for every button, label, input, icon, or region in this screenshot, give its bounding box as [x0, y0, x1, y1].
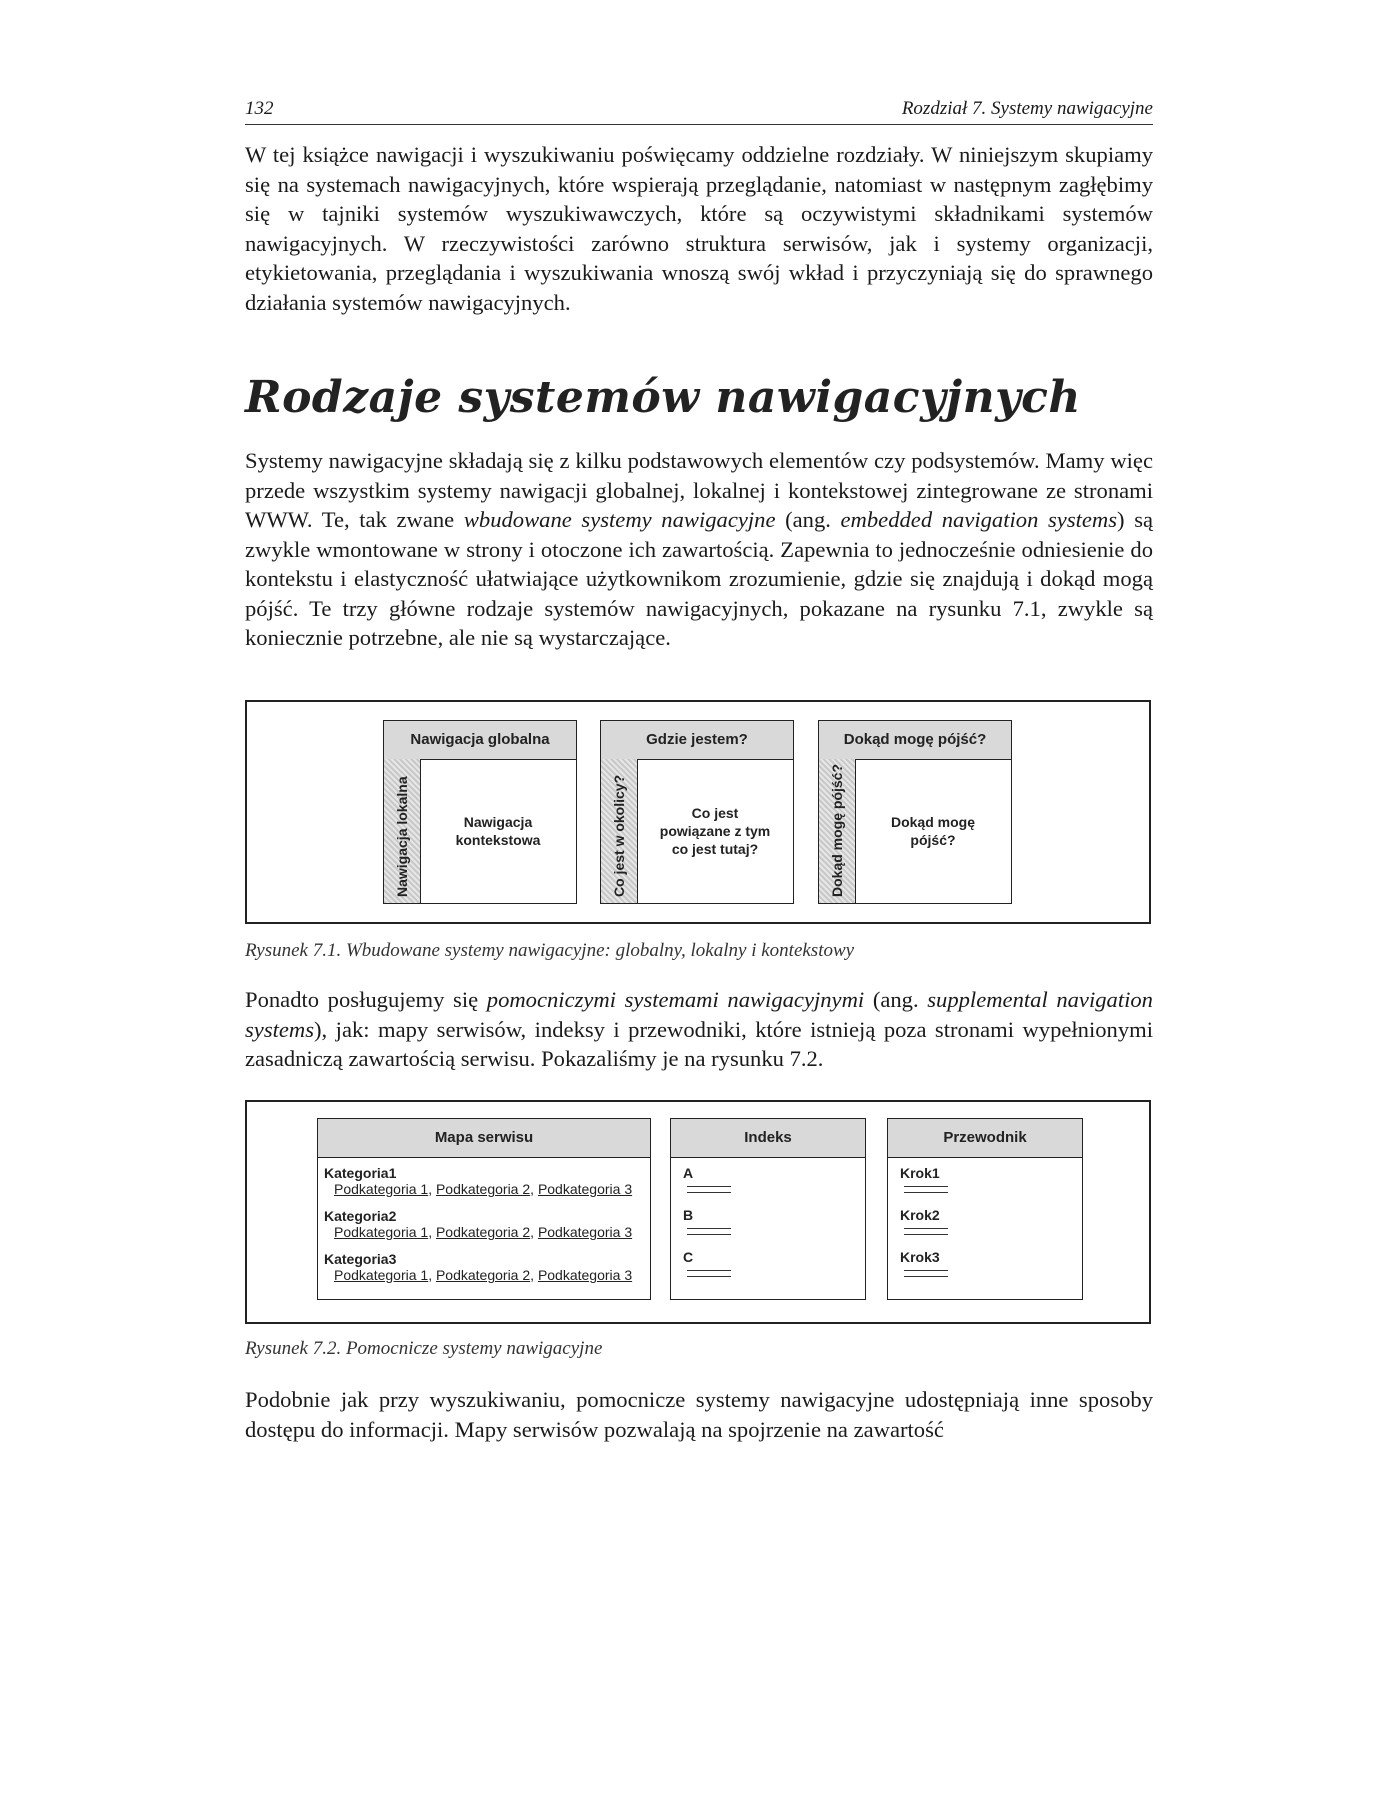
- panel-header: Indeks: [671, 1119, 865, 1158]
- index-list: [683, 1165, 855, 1291]
- intro-paragraph: W tej książce nawigacji i wyszukiwaniu poświęcamy oddzielne rozdziały. W niniejszym skupiamy się na systemach nawigacyjnych, które wspierają przeglądanie, natomiast w następnym zagłębimy się w tajniki systemów wyszukiwawczych, które są oczywistymi składnikami systemów nawigacyjnych. W rzeczywistości zarówno struktura serwisów, jak i systemy organizacji, etykietowania, przeglądania i wyszukiwania wnoszą swój wkład i przyczyniają się do sprawnego działania systemów nawigacyjnych.: [245, 142, 1153, 315]
- index-letter: B: [683, 1207, 694, 1223]
- guide-step: [900, 1207, 1072, 1235]
- figure-7-2: [245, 1100, 1151, 1324]
- subcategory-links: Podkategoria 1, Podkategoria 2, Podkategoria 3: [334, 1267, 633, 1283]
- placeholder-line: [687, 1234, 731, 1235]
- figure-7-2-caption: Rysunek 7.2. Pomocnicze systemy nawigacyjne: [245, 1338, 603, 1359]
- subcategory-links: Podkategoria 1, Podkategoria 2, Podkategoria 3: [334, 1224, 633, 1240]
- index-entry: [683, 1165, 855, 1193]
- placeholder-line: [904, 1228, 948, 1229]
- panel-index: [670, 1118, 866, 1300]
- guide-step: [900, 1249, 1072, 1277]
- guide-step-label: Krok2: [900, 1207, 940, 1223]
- subcategory-link[interactable]: Podkategoria 2: [435, 1267, 531, 1283]
- placeholder-line: [904, 1276, 948, 1277]
- guide-step-label: Krok3: [900, 1249, 940, 1265]
- subcategory-link[interactable]: Podkategoria 1: [334, 1224, 429, 1240]
- index-letter: A: [683, 1165, 694, 1181]
- panel-side-label: Dokąd mogę pójść?: [829, 763, 845, 897]
- sitemap-category: [324, 1251, 644, 1284]
- panel-header: Mapa serwisu: [318, 1119, 650, 1158]
- placeholder-line: [904, 1234, 948, 1235]
- placeholder-line: [904, 1192, 948, 1193]
- panel-side-label: Co jest w okolicy?: [611, 774, 627, 897]
- panel-sitemap: [317, 1118, 651, 1300]
- panel-side-bar: [601, 759, 638, 903]
- subcategory-links: Podkategoria 1, Podkategoria 2, Podkategoria 3: [334, 1181, 633, 1197]
- page-number: 132: [245, 98, 274, 119]
- panel-header: Gdzie jestem?: [601, 721, 793, 760]
- placeholder-line: [687, 1186, 731, 1187]
- panel-side-bar: [819, 759, 856, 903]
- index-letter: C: [683, 1249, 694, 1265]
- panel-body-text: Dokąd mogę pójść?: [890, 814, 975, 848]
- subcategory-link[interactable]: Podkategoria 3: [537, 1224, 633, 1240]
- subcategory-link[interactable]: Podkategoria 3: [537, 1181, 633, 1197]
- index-entry: [683, 1207, 855, 1235]
- placeholder-line: [687, 1276, 731, 1277]
- sitemap-category: [324, 1165, 644, 1198]
- sitemap-category: [324, 1208, 644, 1241]
- panel-body-text: Co jest powiązane z tym co jest tutaj?: [659, 805, 771, 857]
- placeholder-line: [687, 1270, 731, 1271]
- subcategory-link[interactable]: Podkategoria 1: [334, 1181, 429, 1197]
- placeholder-line: [904, 1186, 948, 1187]
- subcategory-link[interactable]: Podkategoria 2: [435, 1224, 531, 1240]
- placeholder-line: [904, 1270, 948, 1271]
- placeholder-line: [687, 1192, 731, 1193]
- guide-step-label: Krok1: [900, 1165, 940, 1181]
- panel-side-bar: [384, 759, 421, 903]
- subcategory-link[interactable]: Podkategoria 3: [537, 1267, 633, 1283]
- panel-header: Nawigacja globalna: [384, 721, 576, 760]
- category-name: Kategoria1: [324, 1165, 397, 1181]
- sitemap-list: [324, 1165, 644, 1294]
- guide-list: [900, 1165, 1072, 1291]
- panel-where-can-i-go: [818, 720, 1012, 904]
- placeholder-line: [687, 1228, 731, 1229]
- section-heading: Rodzaje systemów nawigacyjnych: [245, 372, 1081, 423]
- panel-where-am-i: [600, 720, 794, 904]
- panel-side-label: Nawigacja lokalna: [394, 776, 410, 897]
- subcategory-link[interactable]: Podkategoria 2: [435, 1181, 531, 1197]
- figure-7-1: [245, 700, 1151, 924]
- category-name: Kategoria3: [324, 1251, 397, 1267]
- chapter-title: Rozdział 7. Systemy nawigacyjne: [901, 98, 1153, 119]
- figure-7-1-caption: Rysunek 7.1. Wbudowane systemy nawigacyjne: globalny, lokalny i kontekstowy: [245, 940, 855, 961]
- embedded-nav-paragraph: Systemy nawigacyjne składają się z kilku podstawowych elementów czy podsystemów. Mamy więc przede wszystkim systemy nawigacji globalnej, lokalnej i kontekstowej zintegrowane ze stronami WWW. Te, tak zwane wbudowane systemy nawigacyjne (ang. embedded navigation systems) są zwykle wmontowane w strony i otoczone ich zawartością. Zapewnia to jednocześnie odniesienie do kontekstu i elastyczność ułatwiające użytkownikom zrozumienie, gdzie się znajdują i dokąd mogą pójść. Te trzy główne rodzaje systemów nawigacyjnych, pokazane na rysunku 7.1, zwykle są koniecznie potrzebne, ale nie są wystarczające.: [245, 448, 1154, 650]
- panel-header: Przewodnik: [888, 1119, 1082, 1158]
- category-name: Kategoria2: [324, 1208, 397, 1224]
- panel-header: Dokąd mogę pójść?: [819, 721, 1011, 760]
- subcategory-link[interactable]: Podkategoria 1: [334, 1267, 429, 1283]
- panel-guide: [887, 1118, 1083, 1300]
- panel-body-text: Nawigacja kontekstowa: [455, 814, 541, 848]
- guide-step: [900, 1165, 1072, 1193]
- index-entry: [683, 1249, 855, 1277]
- running-head: [245, 96, 1153, 125]
- closing-paragraph: Podobnie jak przy wyszukiwaniu, pomocnicze systemy nawigacyjne udostępniają inne sposoby dostępu do informacji. Mapy serwisów pozwalają na spojrzenie na zawartość: [245, 1387, 1153, 1442]
- panel-global-navigation: [383, 720, 577, 904]
- supplemental-nav-paragraph: Ponadto posługujemy się pomocniczymi systemami nawigacyjnymi (ang. supplemental navigation systems), jak: mapy serwisów, indeksy i przewodniki, które istnieją poza stronami wypełnionymi zasadniczą zawartością serwisu. Pokazaliśmy je na rysunku 7.2.: [245, 987, 1153, 1071]
